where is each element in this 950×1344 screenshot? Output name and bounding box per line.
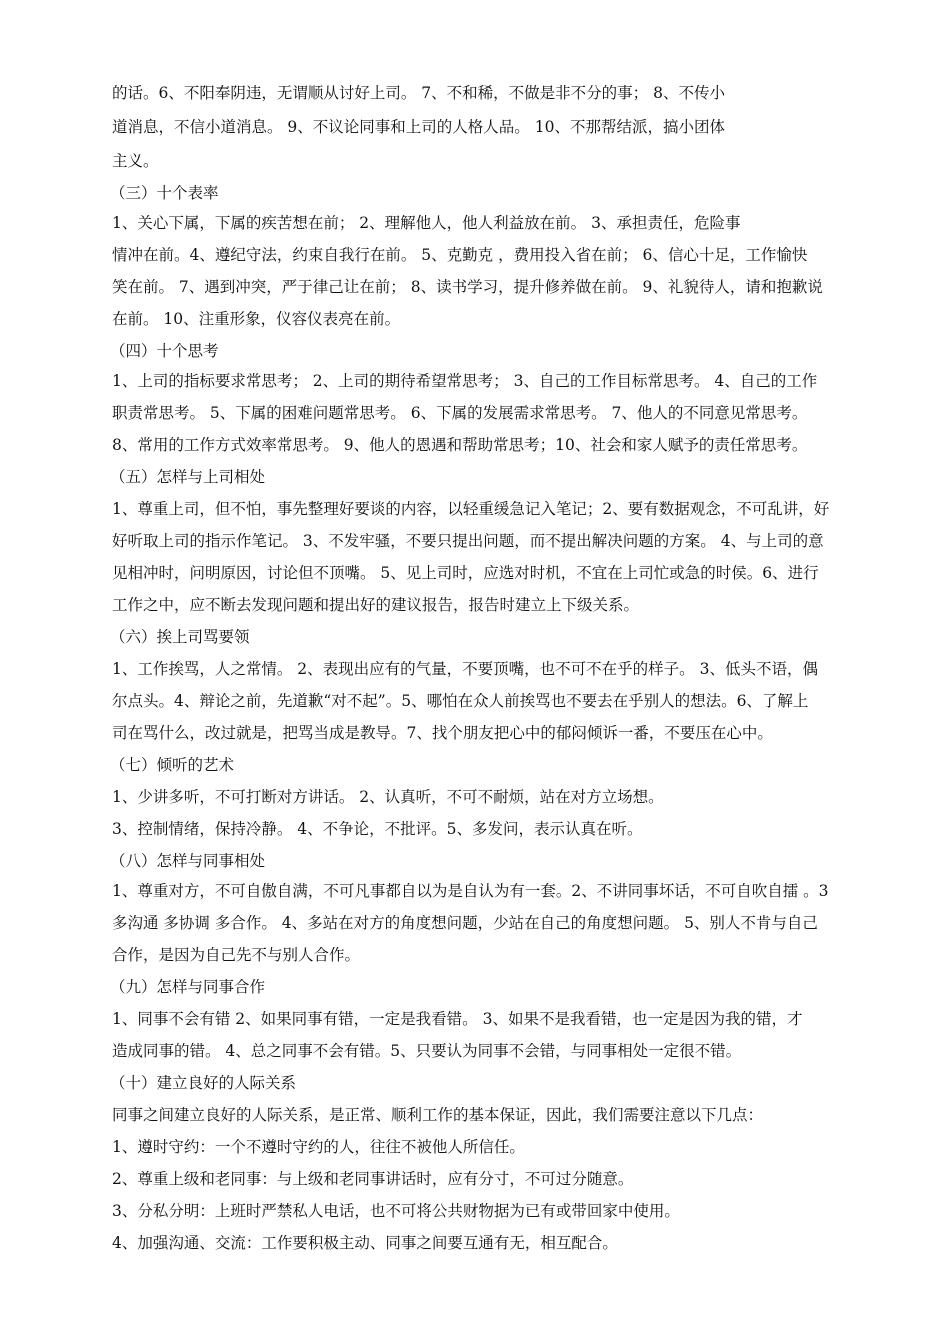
section-heading: （八）怎样与同事相处	[110, 852, 266, 870]
section-heading: （十）建立良好的人际关系	[110, 1074, 297, 1092]
text-line: 4、加强沟通、交流：工作要积极主动、同事之间要互通有无，相互配合。	[112, 1234, 618, 1252]
text-line: 司在骂什么，改过就是，把骂当成是教导。7、找个朋友把心中的郁闷倾诉一番，不要压在心中。	[112, 724, 773, 742]
text-line: 笑在前。 7、遇到冲突，严于律己让在前； 8、读书学习，提升修养做在前。 9、礼貌待人，请和抱歉说	[112, 278, 823, 296]
text-line: 造成同事的错。 4、总之同事不会有错。5、只要认为同事不会错，与同事相处一定很不错。	[112, 1042, 742, 1060]
section-heading: （五）怎样与上司相处	[110, 468, 266, 486]
section-heading: （七）倾听的艺术	[110, 756, 235, 774]
text-line: 的话。6、不阳奉阴违，无谓顺从讨好上司。 7、不和稀，不做是非不分的事； 8、不传小	[112, 84, 725, 102]
text-line: 1、尊重对方，不可自傲自满，不可凡事都自以为是自认为有一套。2、不讲同事坏话，不可自吹自擂 。3	[112, 882, 829, 900]
text-line: 1、遵时守约：一个不遵时守约的人，往往不被他人所信任。	[112, 1138, 525, 1156]
text-line: 3、控制情绪，保持冷静。 4、不争论，不批评。5、多发问，表示认真在听。	[112, 820, 643, 838]
text-line: 好听取上司的指示作笔记。 3、不发牢骚，不要只提出问题，而不提出解决问题的方案。 4、与上司的意	[112, 532, 824, 550]
section-heading: （六）挨上司骂要领	[110, 628, 250, 646]
text-line: 合作，是因为自己先不与别人合作。	[112, 946, 361, 964]
text-line: 8、常用的工作方式效率常思考。 9、他人的恩遇和帮助常思考；10、社会和家人赋予的责任常思考。	[112, 436, 808, 454]
text-line: 多沟通 多协调 多合作。 4、多站在对方的角度想问题，少站在自己的角度想问题。 5、别人不肯与自己	[112, 914, 818, 932]
text-line: 职责常思考。 5、下属的困难问题常思考。 6、下属的发展需求常思考。 7、他人的不同意见常思考。	[112, 404, 808, 422]
text-line: 工作之中，应不断去发现问题和提出好的建议报告，报告时建立上下级关系。	[112, 596, 640, 614]
text-line: 1、尊重上司，但不怕，事先整理好要谈的内容，以轻重缓急记入笔记；2、要有数据观念，不可乱讲，好	[112, 500, 830, 518]
text-line: 主义。	[112, 152, 159, 170]
text-line: 1、同事不会有错 2、如果同事有错，一定是我看错。 3、如果不是我看错，也一定是因为我的错，才	[112, 1010, 803, 1028]
text-line: 道消息，不信小道消息。 9、不议论同事和上司的人格人品。 10、不那帮结派，搞小团体	[112, 118, 725, 136]
text-line: 3、分私分明：上班时严禁私人电话，也不可将公共财物据为已有或带回家中使用。	[112, 1202, 680, 1220]
section-heading: （三）十个表率	[110, 184, 219, 202]
section-heading: （九）怎样与同事合作	[110, 978, 266, 996]
text-line: 1、工作挨骂，人之常情。 2、表现出应有的气量，不要顶嘴，也不可不在乎的样子。 3、低头不语，偶	[112, 660, 818, 678]
text-line: 见相冲时，问明原因，讨论但不顶嘴。 5、见上司时，应选对时机，不宜在上司忙或急的时侯。6、进行	[112, 564, 819, 582]
text-line: 1、上司的指标要求常思考； 2、上司的期待希望常思考； 3、自己的工作目标常思考。 4、自己的工作	[112, 372, 818, 390]
text-line: 情冲在前。4、遵纪守法，约束自我行在前。 5、克勤克 ，费用投入省在前； 6、信心十足，工作愉快	[112, 246, 808, 264]
text-line: 1、关心下属，下属的疾苦想在前； 2、理解他人，他人利益放在前。 3、承担责任，危险事	[112, 214, 741, 232]
text-line: 在前。 10、注重形象，仪容仪表亮在前。	[112, 310, 401, 328]
text-line: 尔点头。4、辩论之前，先道歉“对不起”。5、哪怕在众人前挨骂也不要去在乎别人的想法。6、了解上	[112, 692, 809, 710]
text-line: 2、尊重上级和老同事：与上级和老同事讲话时，应有分寸，不可过分随意。	[112, 1170, 634, 1188]
text-line: 1、少讲多听，不可打断对方讲话。 2、认真听，不可不耐烦，站在对方立场想。	[112, 788, 664, 806]
section-heading: （四）十个思考	[110, 342, 219, 360]
text-line: 同事之间建立良好的人际关系，是正常、顺利工作的基本保证，因此，我们需要注意以下几点：	[112, 1106, 764, 1124]
